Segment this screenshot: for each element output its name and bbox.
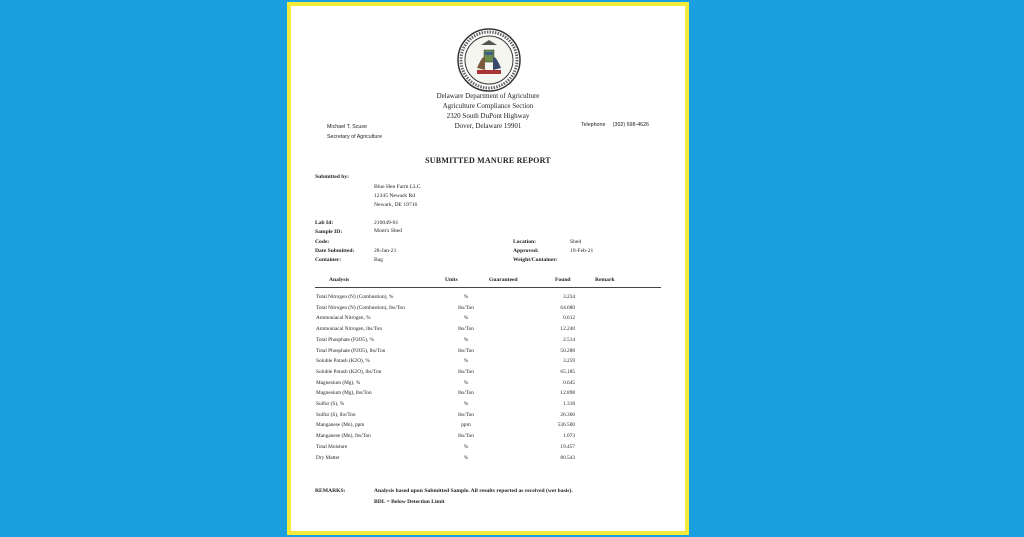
table-row [291,305,685,316]
column-header-analysis: Analysis [329,277,350,283]
found-cell: 536.500 [557,422,575,429]
remarks-text: Analysis based upon Submitted Sample. All results reported as received (wet basis). [374,488,573,494]
analysis-cell: Total Phosphate (P2O5), % [316,336,374,343]
agency-line: Delaware Department of Agriculture [436,92,540,100]
units-cell: lbs/Ton [458,347,474,354]
found-cell: 1.073 [563,433,575,440]
found-cell: 12.240 [560,326,575,333]
table-row [291,433,685,444]
report-document [291,6,685,531]
analysis-cell: Manganese (Mn), lbs/Ton [316,433,371,440]
found-cell: 50.288 [560,347,575,354]
date-submitted-value: 28-Jan-21 [374,248,397,254]
found-cell: 3.259 [563,358,575,365]
sample-id-label: Sample ID: [315,229,343,235]
analysis-cell: Total Moisture [316,443,348,450]
date-submitted-label: Date Submitted: [315,248,355,254]
column-header-units: Units [445,277,458,283]
found-cell: 80.543 [560,454,575,461]
table-row [291,348,685,359]
found-cell: 3.234 [563,294,575,300]
secretary-block [327,122,382,142]
column-header-guaranteed: Guaranteed [489,277,518,283]
table-row [291,412,685,423]
analysis-cell: Soluble Potash (K2O), lbs/Ton [316,368,382,375]
telephone-number: (302) 698-4626 [612,122,649,128]
found-cell: 12.898 [560,390,575,397]
found-cell: 64.680 [560,304,575,311]
analysis-cell: Ammoniacal Nitrogen, lbs/Ton [316,326,382,333]
location-value: Shed [570,239,582,245]
units-cell: lbs/Ton [458,326,474,333]
remarks-label: REMARKS: [315,488,346,494]
analysis-cell: Magnesium (Mg), % [316,379,361,386]
units-cell: % [463,379,469,386]
submitted-by-label: Submitted by: [315,174,350,180]
table-row [291,455,685,466]
lab-id-value: 210049-01 [374,220,399,226]
found-cell: 0.612 [563,315,575,322]
secretary-name: Michael T. Scuse [327,124,367,130]
agency-line: Dover, Delaware 19901 [454,122,522,130]
table-row [291,401,685,412]
agency-line: 2320 South DuPont Highway [446,112,530,120]
analysis-cell: Total Phosphate (P2O5), lbs/Ton [316,347,386,354]
report-title: SUBMITTED MANURE REPORT [425,156,551,165]
units-cell: % [463,294,469,300]
found-cell: 19.457 [560,443,575,450]
code-label: Code: [315,239,330,245]
table-row [291,390,685,401]
lab-id-label: Lab Id: [315,220,334,226]
found-cell: 2.514 [563,336,575,343]
submitter-line: 12345 Newark Rd [374,193,416,199]
table-row [291,380,685,391]
units-cell: lbs/Ton [458,411,474,418]
submitter-line: Blue Hen Farm LLC [374,184,421,190]
found-cell: 65.185 [560,368,575,375]
table-row [291,422,685,433]
table-row [291,326,685,337]
container-value: Bag [374,257,384,263]
units-cell: % [463,336,469,343]
approved-label: Approved: [513,248,539,254]
analysis-cell: Ammoniacal Nitrogen, % [316,315,371,322]
table-row [291,444,685,455]
units-cell: % [463,443,469,450]
table-row [291,337,685,348]
units-cell: ppm [461,422,471,429]
agency-line: Agriculture Compliance Section [442,102,534,110]
table-row [291,369,685,380]
units-cell: % [463,315,469,322]
units-cell: % [463,401,469,407]
analysis-cell: Sulfur (S), % [316,401,345,407]
table-row [291,294,685,305]
weight-container-label: Weight/Container: [513,257,558,263]
units-cell: % [463,454,469,461]
container-label: Container: [315,257,342,263]
telephone-block [581,122,649,128]
sample-id-value: Mom's Shed [374,228,402,234]
table-row [291,315,685,326]
table-header-divider [315,287,661,288]
units-cell: lbs/Ton [458,304,474,311]
analysis-cell: Sulfur (S), lbs/Ton [316,411,356,418]
secretary-title: Secretary of Agriculture [327,134,383,140]
submitter-line: Newark, DE 19716 [374,202,418,208]
analysis-cell: Dry Matter [316,454,340,461]
found-cell: 0.645 [563,379,575,386]
analysis-cell: Soluble Potash (K2O), % [316,358,370,365]
table-row [291,358,685,369]
column-header-remark: Remark [595,277,615,283]
units-cell: % [463,358,469,365]
analysis-cell: Manganese (Mn), ppm [316,422,365,429]
document-frame [287,2,689,535]
units-cell: lbs/Ton [458,390,474,397]
state-seal-icon [457,28,521,92]
analysis-cell: Magnesium (Mg), lbs/Ton [316,390,372,397]
approved-value: 19-Feb-21 [570,248,594,254]
analysis-cell: Total Nitrogen (N) (Combustion), % [316,294,394,300]
remarks-bdl-note: BDL = Below Detection Limit [374,499,445,505]
units-cell: lbs/Ton [458,368,474,375]
units-cell: lbs/Ton [458,433,474,440]
location-label: Location: [513,239,536,245]
column-header-found: Found [555,277,571,283]
found-cell: 26.360 [560,411,575,418]
telephone-label: Telephone [580,122,606,128]
analysis-cell: Total Nitrogen (N) (Combustion), lbs/Ton [316,304,405,311]
found-cell: 1.318 [563,401,575,407]
